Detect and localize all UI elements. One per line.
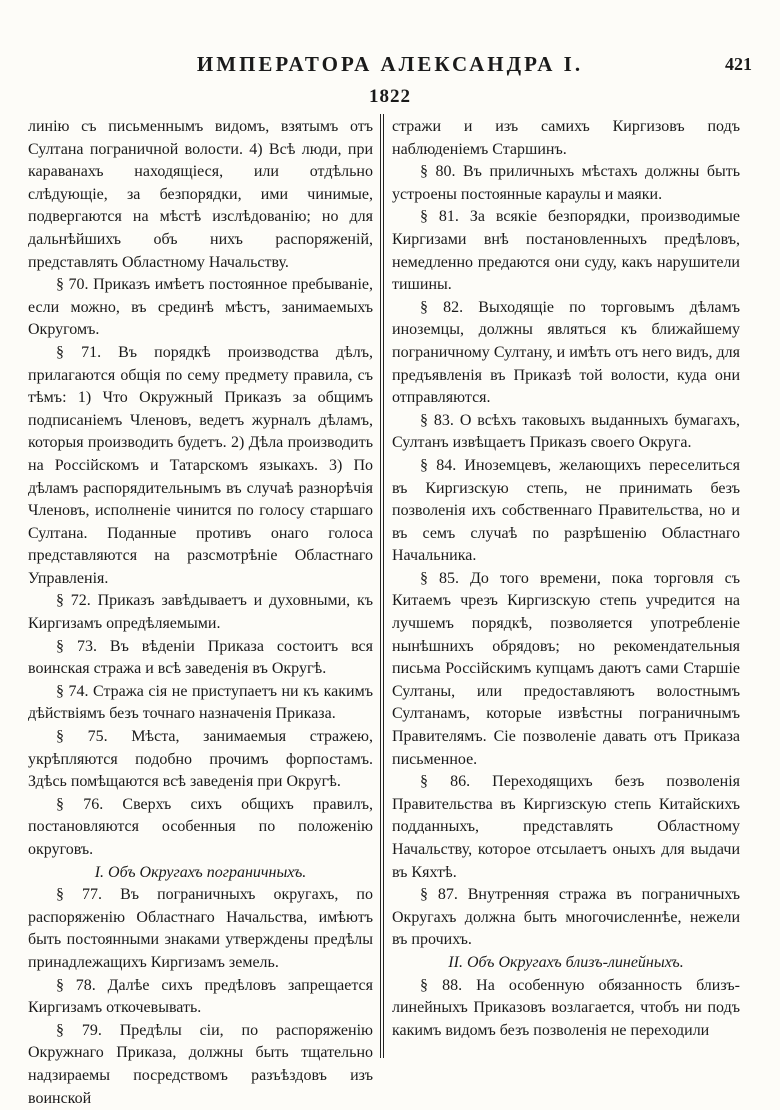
paragraph: § 71. Въ порядкѣ производства дѣлъ, прилагаются общія по сему предмету правила, съ тѣмъ: 1) Что Окружный Приказъ за общимъ подписаніемъ Членовъ, ведетъ журналъ дѣламъ, которыя производить будетъ. 2) Дѣла производить на Россійскомъ и Татарскомъ языкахъ. 3) По дѣламъ распорядительнымъ въ случаѣ разнорѣчія Членовъ, исполненіе чинится по голосу старшаго Султана. Поданные противъ онаго голоса представляются на разсмотрѣніе Областнаго Управленія. [28,343,373,587]
paragraph: § 80. Въ приличныхъ мѣстахъ должны быть устроены постоянные караулы и маяки. [392,163,740,203]
paragraph: § 70. Приказъ имѣетъ постоянное пребываніе, если можно, въ срединѣ мѣстъ, занимаемыхъ Округомъ. [28,276,373,339]
paragraph: § 86. Переходящихъ безъ позволенія Правительства въ Киргизскую степь Китайскихъ подданныхъ, представлять Областному Начальству, которое отсылаетъ оныхъ для выдачи въ Кяхтѣ. [392,773,740,881]
paragraph: § 76. Сверхъ сихъ общихъ правилъ, постановляются особенныя по положенію округовъ. [28,795,373,858]
page-number: 421 [725,54,752,74]
paragraph: стражи и изъ самихъ Киргизовъ подъ наблюденіемъ Старшинъ. [392,118,740,158]
paragraph: § 88. На особенную обязанность близъ-линейныхъ Приказовъ возлагается, чтобъ ни подъ какимъ видомъ безъ позволенія не переходили [392,976,740,1039]
paragraph: § 83. О всѣхъ таковыхъ выданныхъ бумагахъ, Султанъ извѣщаетъ Приказъ своего Округа. [392,411,740,452]
paragraph: § 82. Выходящіе по торговымъ дѣламъ иноземцы, должны являться къ ближайшему пограничному Султану, и имѣть отъ него видъ, для предъявленія въ Приказѣ той волости, куда они отправляются. [392,298,740,407]
paragraph: линію съ письменнымъ видомъ, взятымъ отъ Султана пограничной волости. 4) Всѣ люди, при караванахъ находящіеся, или отдѣльно слѣдующіе, за безпорядки, ими чинимые, подвергаются на мѣстѣ изслѣдованію; но для дальнѣйшихъ объ нихъ распоряженій, представлять Областному Начальству. [28,118,373,271]
paragraph: § 75. Мѣста, занимаемыя стражею, укрѣпляются подобно прочимъ форпостамъ. Здѣсь помѣщаются всѣ заведенія при Округѣ. [28,728,373,791]
paragraph: § 77. Въ пограничныхъ округахъ, по распоряженію Областнаго Начальства, имѣютъ быть постоянными знаками утверждены предѣлы принадлежащихъ Киргизамъ земель. [28,886,373,971]
left-column [28,116,373,1110]
paragraph: § 85. До того времени, пока торговля съ Китаемъ чрезъ Киргизскую степь учредится на лучшемъ порядкѣ, позволяется употребленіе нынѣшнихъ обрядовъ; но рекомендательныя письма Россійскимъ купцамъ даютъ сами Старшіе Султаны, или предоставляютъ волостнымъ Султанамъ, которые извѣстны пограничнымъ Правителямъ. Сіе позволеніе давать отъ Приказа письменное. [392,569,740,768]
paragraph: § 78. Далѣе сихъ предѣловъ запрещается Киргизамъ откочевывать. [28,976,373,1017]
right-column [392,116,740,1042]
running-title: ИМПЕРАТОРА АЛЕКСАНДРА I. [196,52,584,76]
section-heading: I. Объ Округахъ пограничныхъ. [94,863,307,881]
paragraph: § 73. Въ вѣденіи Приказа состоитъ вся воинская стража и всѣ заведенія въ Округѣ. [28,637,373,678]
paragraph: § 87. Внутренняя стража въ пограничныхъ Округахъ должна быть многочисленнѣе, нежели въ прочихъ. [392,886,740,949]
paragraph: § 79. Предѣлы сіи, по распоряженію Окружнаго Приказа, должны быть тщательно надзираемы посредствомъ разъѣздовъ изъ воинской [28,1021,373,1107]
paragraph: § 74. Стража сія не приступаетъ ни къ какимъ дѣйствіямъ безъ точнаго назначенія Приказа. [28,682,373,723]
running-header [0,52,780,82]
year-heading: 1822 [369,86,411,107]
section-heading: II. Объ Округахъ близъ-линейныхъ. [448,953,684,971]
column-divider [380,114,381,1058]
paragraph: § 84. Иноземцевъ, желающихъ переселиться въ Киргизскую степь, не принимать безъ позволенія ихъ собственнаго Правительства, но и въ семъ случаѣ по разрѣшенію Областнаго Начальника. [392,456,740,565]
paragraph: § 72. Приказъ завѣдываетъ и духовными, къ Киргизамъ опредѣляемыми. [28,592,373,633]
paragraph: § 81. За всякіе безпорядки, производимые Киргизами внѣ постановленныхъ предѣловъ, немедленно предаются они суду, какъ нарушители тишины. [392,208,740,294]
